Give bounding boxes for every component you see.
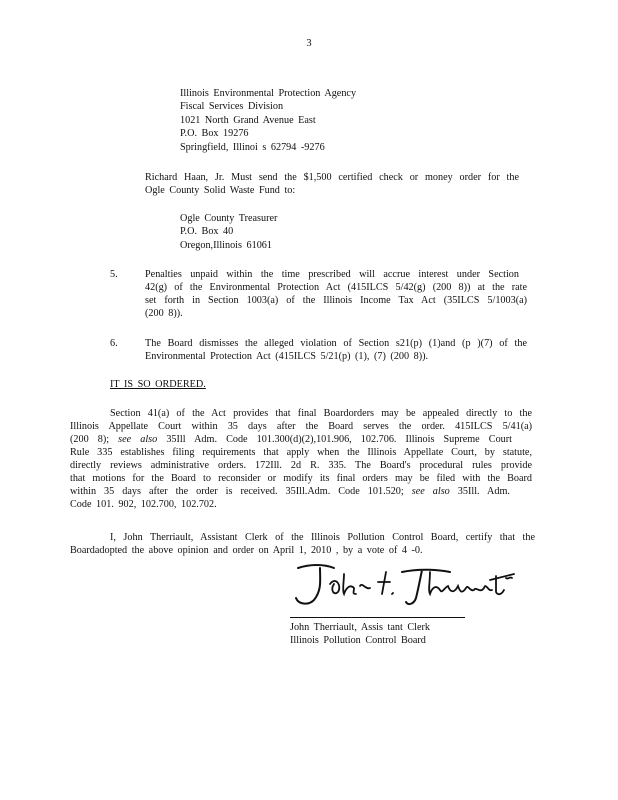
item5-line-3: set forth in Section 1003(a) of the Illinois Income Tax Act (35ILCS 5/1003(a) — [145, 295, 527, 306]
certify-line-2: Boardadopted the above opinion and order on April 1, 2010 , by a vote of 4 -0. — [70, 545, 423, 556]
appeal-line-1-text: Section 41(a) of the Act provides that final Boardorders may be appealed directly to the — [110, 408, 532, 419]
item5-line-4: (200 8)). — [145, 308, 183, 319]
haan-line-1: Richard Haan, Jr. Must send the $1,500 certified check or money order for the — [145, 172, 519, 183]
address1-line-1: Illinois Environmental Protection Agency — [180, 88, 357, 99]
signer-name-title: John Therriault, Assis tant Clerk — [290, 622, 430, 633]
appeal-line-7-see-also: see also — [411, 486, 450, 497]
appeal-line-3-b: 35Ill Adm. Code 101.300(d)(2),101.906, 102.706. Illinois Supreme Court — [157, 434, 512, 445]
item6-number: 6. — [110, 338, 118, 349]
item6-line-2: Environmental Protection Act (415ILCS 5/21(p) (1), (7) (200 8)). — [145, 351, 429, 362]
address1-line-4: P.O. Box 19276 — [180, 128, 249, 139]
so-ordered-heading: IT IS SO ORDERED. — [110, 379, 206, 390]
appeal-line-2: Illinois Appellate Court within 35 days after the Board serves the order. 415ILCS 5/41(a) — [70, 421, 532, 432]
appeal-line-8: Code 101. 902, 102.700, 102.702. — [70, 499, 217, 510]
appeal-line-3-a: (200 8); — [70, 434, 119, 445]
address2-line-2: P.O. Box 40 — [180, 226, 234, 237]
signature-image — [290, 560, 530, 610]
item5-number: 5. — [110, 269, 118, 280]
page-number: 3 — [306, 38, 312, 49]
address2-line-3: Oregon,Illinois 61061 — [180, 240, 272, 251]
address1-line-3: 1021 North Grand Avenue East — [180, 115, 316, 126]
item5-line-2: 42(g) of the Environmental Protection Act (415ILCS 5/42(g) (200 8)) at the rate — [145, 282, 527, 293]
appeal-line-3 — [70, 434, 512, 446]
certify-line-1: I, John Therriault, Assistant Clerk of the Illinois Pollution Control Board, certify that the — [110, 532, 535, 543]
appeal-line-4: Rule 335 establishes filing requirements that apply when the Illinois Appellate Court, by statute, — [70, 447, 532, 458]
signature-line — [290, 617, 465, 618]
appeal-line-3-see-also: see also — [118, 434, 158, 445]
address2-line-1: Ogle County Treasurer — [180, 213, 278, 224]
appeal-line-7 — [70, 486, 510, 498]
appeal-line-6: that motions for the Board to reconsider or modify its final orders may be filed with the Board — [70, 473, 532, 484]
item6-line-1: The Board dismisses the alleged violation of Section s21(p) (1)and (p )(7) of the — [145, 338, 527, 349]
appeal-line-7-a: within 35 days after the order is received. 35Ill.Adm. Code 101.520; — [70, 486, 412, 497]
address1-line-5: Springfield, Illinoi s 62794 -9276 — [180, 142, 325, 153]
signer-organization: Illinois Pollution Control Board — [290, 635, 426, 646]
haan-line-2: Ogle County Solid Waste Fund to: — [145, 185, 296, 196]
appeal-line-7-b: 35Ill. Adm. — [449, 486, 510, 497]
address1-line-2: Fiscal Services Division — [180, 101, 284, 112]
appeal-line-1 — [110, 408, 532, 420]
appeal-line-5: directly reviews administrative orders. 172Ill. 2d R. 335. The Board's procedural rules provide — [70, 460, 532, 471]
item5-line-1: Penalties unpaid within the time prescribed will accrue interest under Section — [145, 269, 519, 280]
